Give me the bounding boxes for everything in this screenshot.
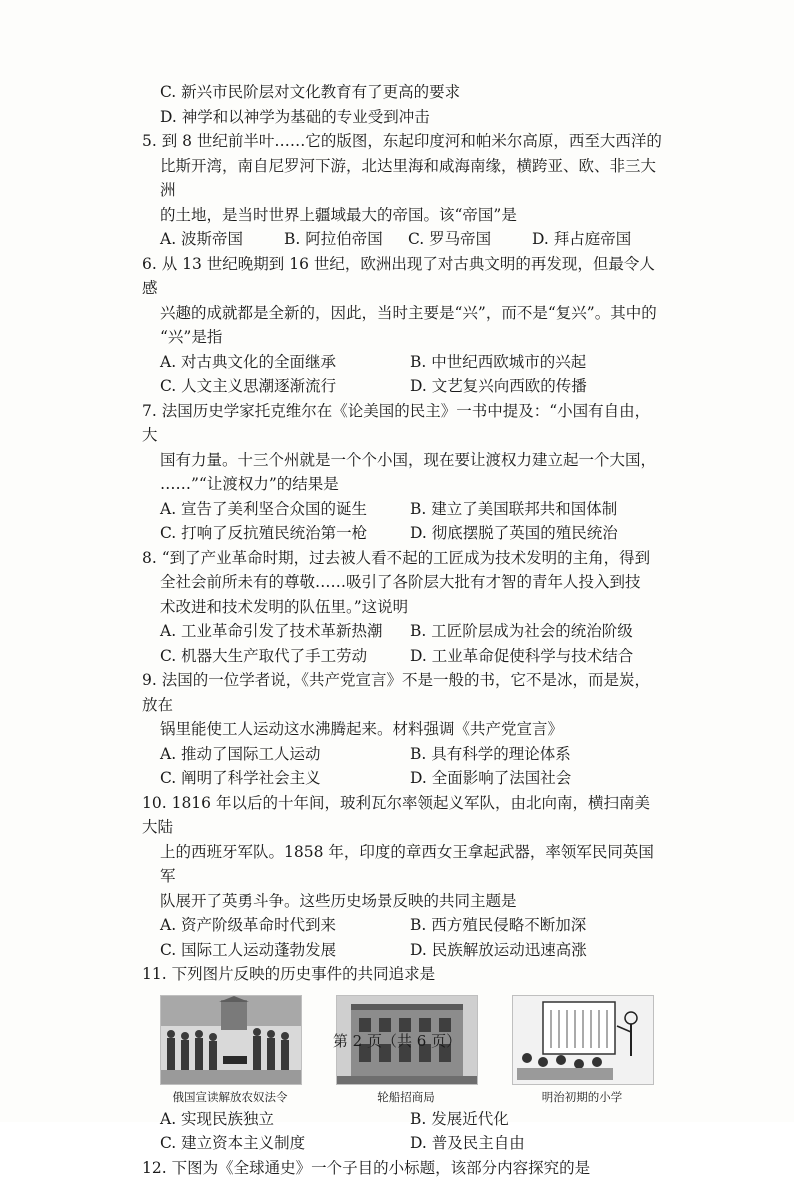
q11-options-cd bbox=[142, 1131, 662, 1156]
q11-stem: 11. 下列图片反映的历史事件的共同追求是 bbox=[142, 962, 662, 987]
q6-line-1: 6. 从 13 世纪晚期到 16 世纪，欧洲出现了对古典文明的再发现，但最令人感 bbox=[142, 252, 662, 301]
caption-2: 轮船招商局 bbox=[336, 1089, 476, 1105]
q10-line-3: 队展开了英勇斗争。这些历史场景反映的共同主题是 bbox=[142, 889, 662, 914]
question-6 bbox=[142, 252, 662, 399]
q6-options-ab bbox=[142, 350, 662, 375]
q9-line-1: 9. 法国的一位学者说，《共产党宣言》不是一般的书，它不是冰，而是炭，放在 bbox=[142, 668, 662, 717]
q6-line-3: “兴”是指 bbox=[142, 325, 662, 350]
q5-options bbox=[142, 227, 662, 252]
q5-option-a[interactable]: A. 波斯帝国 bbox=[160, 227, 284, 252]
q7-options-ab bbox=[142, 497, 662, 522]
q7-options-cd bbox=[142, 521, 662, 546]
caption-1: 俄国宣读解放农奴法令 bbox=[160, 1089, 300, 1105]
q10-option-c[interactable]: C. 国际工人运动蓬勃发展 bbox=[160, 938, 410, 963]
q9-line-2: 锅里能使工人运动这水沸腾起来。材料强调《共产党宣言》 bbox=[142, 717, 662, 742]
q7-line-2: 国有力量。十三个州就是一个个小国，现在要让渡权力建立起一个大国， bbox=[142, 448, 662, 473]
q9-option-b[interactable]: B. 具有科学的理论体系 bbox=[410, 742, 660, 767]
q8-line-3: 术改进和技术发明的队伍里。”这说明 bbox=[142, 595, 662, 620]
q9-option-c[interactable]: C. 阐明了科学社会主义 bbox=[160, 766, 410, 791]
question-content bbox=[142, 80, 662, 1180]
q8-option-c[interactable]: C. 机器大生产取代了手工劳动 bbox=[160, 644, 410, 669]
q5-option-d[interactable]: D. 拜占庭帝国 bbox=[532, 227, 656, 252]
q6-option-d[interactable]: D. 文艺复兴向西欧的传播 bbox=[410, 374, 660, 399]
question-10 bbox=[142, 791, 662, 963]
q11-option-a[interactable]: A. 实现民族独立 bbox=[160, 1107, 410, 1132]
question-5 bbox=[142, 129, 662, 252]
question-11 bbox=[142, 962, 662, 1156]
q7-option-c[interactable]: C. 打响了反抗殖民统治第一枪 bbox=[160, 521, 410, 546]
q6-option-a[interactable]: A. 对古典文化的全面继承 bbox=[160, 350, 410, 375]
q8-line-2: 全社会前所未有的尊敬……吸引了各阶层大批有才智的青年人投入到技 bbox=[142, 570, 662, 595]
q5-option-b[interactable]: B. 阿拉伯帝国 bbox=[284, 227, 408, 252]
q7-option-a[interactable]: A. 宣告了美利坚合众国的诞生 bbox=[160, 497, 410, 522]
q6-line-2: 兴趣的成就都是全新的，因此，当时主要是“兴”，而不是“复兴”。其中的 bbox=[142, 301, 662, 326]
q10-option-a[interactable]: A. 资产阶级革命时代到来 bbox=[160, 913, 410, 938]
q10-line-2: 上的西班牙军队。1858 年，印度的章西女王拿起武器，率领军民同英国军 bbox=[142, 840, 662, 889]
page-footer: 第 2 页（共 6 页） bbox=[0, 1030, 794, 1051]
question-7 bbox=[142, 399, 662, 546]
q8-option-d[interactable]: D. 工业革命促使科学与技术结合 bbox=[410, 644, 660, 669]
q5-line-2: 比斯开湾，南自尼罗河下游，北达里海和咸海南缘，横跨亚、欧、非三大洲 bbox=[142, 154, 662, 203]
q6-option-b[interactable]: B. 中世纪西欧城市的兴起 bbox=[410, 350, 660, 375]
q8-option-b[interactable]: B. 工匠阶层成为社会的统治阶级 bbox=[410, 619, 660, 644]
q11-option-c[interactable]: C. 建立资本主义制度 bbox=[160, 1131, 410, 1156]
q8-options-cd bbox=[142, 644, 662, 669]
q7-line-1: 7. 法国历史学家托克维尔在《论美国的民主》一书中提及：“小国有自由，大 bbox=[142, 399, 662, 448]
option-c-prev: C. 新兴市民阶层对文化教育有了更高的要求 bbox=[142, 80, 662, 105]
q10-line-1: 10. 1816 年以后的十年间，玻利瓦尔率领起义军队，由北向南，横扫南美大陆 bbox=[142, 791, 662, 840]
q6-option-c[interactable]: C. 人文主义思潮逐渐流行 bbox=[160, 374, 410, 399]
q11-option-d[interactable]: D. 普及民主自由 bbox=[410, 1131, 660, 1156]
q9-option-a[interactable]: A. 推动了国际工人运动 bbox=[160, 742, 410, 767]
q11-option-b[interactable]: B. 发展近代化 bbox=[410, 1107, 660, 1132]
question-12-stem: 12. 下图为《全球通史》一个子目的小标题，该部分内容探究的是 bbox=[142, 1156, 662, 1180]
q7-line-3: ……”“让渡权力”的结果是 bbox=[142, 472, 662, 497]
q5-line-1: 5. 到 8 世纪前半叶……它的版图，东起印度河和帕米尔高原，西至大西洋的 bbox=[142, 129, 662, 154]
q5-option-c[interactable]: C. 罗马帝国 bbox=[408, 227, 532, 252]
q7-option-d[interactable]: D. 彻底摆脱了英国的殖民统治 bbox=[410, 521, 660, 546]
option-d-prev: D. 神学和以神学为基础的专业受到冲击 bbox=[142, 105, 662, 130]
question-8 bbox=[142, 546, 662, 669]
q7-option-b[interactable]: B. 建立了美国联邦共和国体制 bbox=[410, 497, 660, 522]
q6-options-cd bbox=[142, 374, 662, 399]
caption-3: 明治初期的小学 bbox=[512, 1089, 652, 1105]
q5-line-3: 的土地，是当时世界上疆域最大的帝国。该“帝国”是 bbox=[142, 203, 662, 228]
q11-options-ab bbox=[142, 1107, 662, 1132]
q10-option-b[interactable]: B. 西方殖民侵略不断加深 bbox=[410, 913, 660, 938]
q9-option-d[interactable]: D. 全面影响了法国社会 bbox=[410, 766, 660, 791]
q8-options-ab bbox=[142, 619, 662, 644]
q8-option-a[interactable]: A. 工业革命引发了技术革新热潮 bbox=[160, 619, 410, 644]
q9-options-cd bbox=[142, 766, 662, 791]
q10-option-d[interactable]: D. 民族解放运动迅速高涨 bbox=[410, 938, 660, 963]
q10-options-cd bbox=[142, 938, 662, 963]
q10-options-ab bbox=[142, 913, 662, 938]
question-9 bbox=[142, 668, 662, 791]
q8-line-1: 8. “到了产业革命时期，过去被人看不起的工匠成为技术发明的主角，得到 bbox=[142, 546, 662, 571]
q9-options-ab bbox=[142, 742, 662, 767]
